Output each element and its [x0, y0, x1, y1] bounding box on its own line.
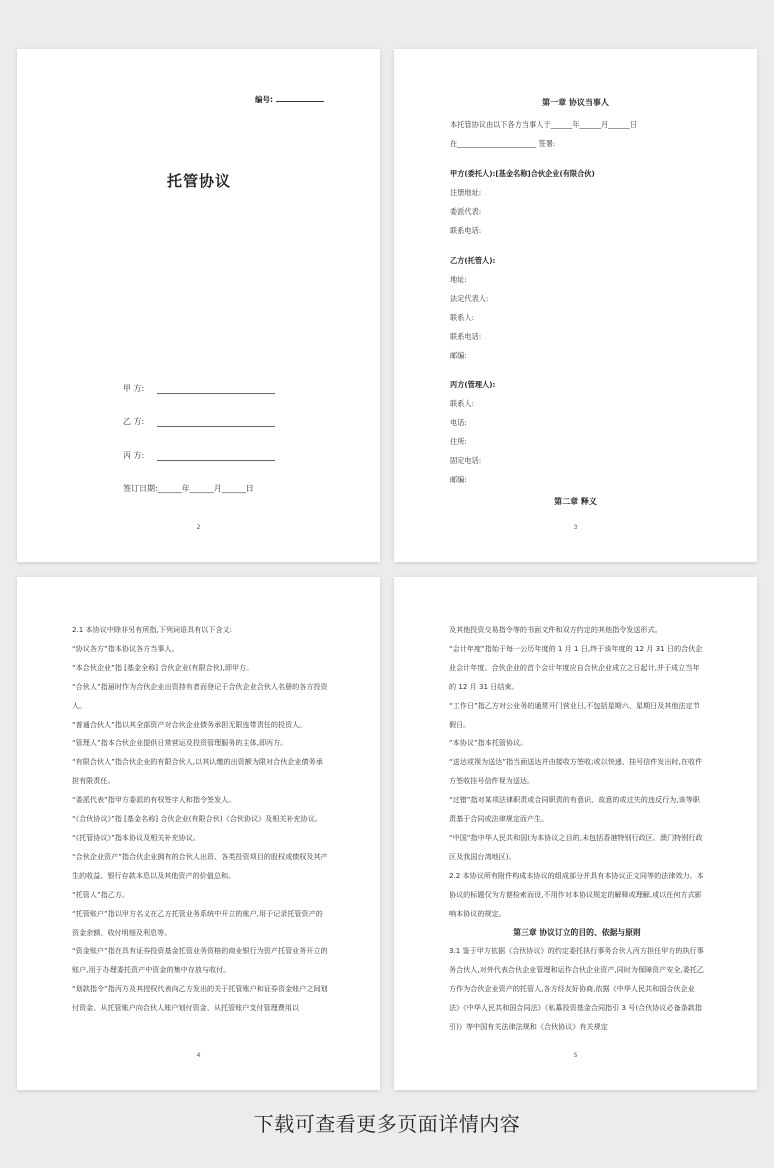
paragraph: “普通合伙人”指以其全部资产对合伙企业债务承担无限连带责任的投资人。 — [72, 719, 307, 729]
paragraph: “合伙企业资产”指合伙企业拥有的合伙人出资、各类投资项目的股权或债权及其产生的收益、银行存款本息以及其他资产的价值总和。 — [72, 851, 328, 880]
document-page-cover — [17, 49, 380, 562]
party-a-signature-row — [123, 383, 144, 394]
download-more-caption: 下载可查看更多页面详情内容 — [253, 1112, 521, 1136]
paragraph: “过错”指对某项法律职责或合同职责的有意识、故意的或过失的违反行为,该等职责基于合同或法律规定而产生。 — [449, 795, 700, 824]
party-b-label: 乙 方: — [123, 417, 145, 426]
party-b-field: 法定代表人: — [450, 294, 489, 303]
paragraph: 2.2 本协议所有附件构成本协议的组成部分并具有本协议正文同等的法律效力。本协议的标题仅为方便检索而设,不用作对本协议规定的解释或理解,或以任何方式影响本协议的规定。 — [449, 870, 704, 918]
party-c-line — [157, 460, 275, 461]
party-a-title: 甲方(委托人):[基金名称]合伙企业(有限合伙) — [450, 169, 595, 178]
paragraph: 3.1 鉴于甲方依据《合伙协议》的约定委托执行事务合伙人丙方担任甲方的执行事务合伙人,对外代表合伙企业管理和运作合伙企业资产,同时为保障资产安全,委托乙方作为合伙企业资产的托管人,各方经友好协商,依据《中华人民共和国合伙企业法》《中华人民共和国合同法》《私募投资基金合同指引 3 号(合伙协议必备条款指引)》等中国有关法律法规和《合伙协议》有关规定 — [449, 946, 705, 1032]
paragraph: “协议各方”指本协议各方当事人。 — [72, 643, 179, 653]
party-c-field: 电话: — [450, 418, 467, 427]
page-number: 4 — [196, 1052, 201, 1059]
party-a-field: 委派代表: — [450, 207, 482, 216]
intro-line-2: 在______________________ 签署: — [450, 139, 556, 148]
paragraph: “管理人”指本合伙企业提供日常营运及投资管理服务的主体,即丙方。 — [72, 738, 288, 748]
document-page-parties — [394, 49, 757, 562]
page-number: 2 — [196, 524, 201, 531]
paragraph: “托管账户”指以甲方名义在乙方托管业务系统中开立的账户,用于记录托管资产的资金余额、收付明细及利息等。 — [72, 908, 323, 937]
party-c-title: 丙方(管理人): — [450, 380, 496, 389]
chapter-3-heading: 第三章 协议订立的目的、依据与原则 — [513, 927, 641, 937]
paragraph: “划款指令”指丙方及其授权代表向乙方发出的关于托管账户和证券资金账户之间划付资金、从托管账户向合伙人账户划付资金、从托管账户支付管理费用以 — [72, 984, 328, 1013]
party-b-field: 联系人: — [450, 313, 474, 322]
paragraph: “合伙人”指届时作为合伙企业出资持有者而登记于合伙企业合伙人名册的各方投资人。 — [72, 681, 328, 710]
definitions-continued-body — [449, 621, 705, 1037]
party-b-field: 联系电话: — [450, 332, 482, 341]
page-number: 3 — [573, 524, 578, 531]
party-b-line — [157, 426, 275, 427]
party-b-title: 乙方(托管人): — [450, 256, 496, 265]
party-a-field: 注册地址: — [450, 188, 482, 197]
paragraph: “会计年度”指始于每一公历年度的 1 月 1 日,终于该年度的 12 月 31 日的合伙企业会计年度。合伙企业的首个会计年度应自合伙企业成立之日起计,并于成立当年的 12 月 31 日结束。 — [449, 643, 703, 691]
paragraph: “资金账户”指在具有证券投资基金托管业务资格的商业银行为资产托管业务开立的账户,用于办理委托资产中资金的集中存放与收付。 — [72, 946, 328, 975]
paragraph: “工作日”指乙方对公业务的通常开门营业日,不包括星期六、星期日及其他法定节假日。 — [449, 700, 700, 729]
party-c-label: 丙 方: — [123, 451, 145, 460]
party-c-signature-row — [123, 450, 144, 461]
sign-date: 签订日期:______年______月______日 — [123, 484, 254, 493]
party-a-line — [157, 393, 275, 394]
paragraph: “《托管协议》”指本协议及相关补充协议。 — [72, 832, 200, 842]
document-title: 托管协议 — [167, 172, 232, 190]
paragraph: “送达或视为送达”指当面送达并由接收方签收;或以快递、挂号信件发出时,在收件方签收挂号信件视为送达。 — [449, 757, 703, 786]
document-page-purpose — [394, 577, 757, 1090]
contract-number-label: 编号: — [255, 95, 273, 104]
paragraph: 2.1 本协议中除非另有所指,下列词语具有以下含义: — [72, 625, 233, 634]
party-b-field: 邮编: — [450, 351, 467, 360]
definitions-body — [72, 621, 328, 1018]
party-c-field: 邮编: — [450, 475, 467, 484]
paragraph: “有限合伙人”指合伙企业的有限合伙人,以其认缴的出资额为限对合伙企业债务承担有限责任。 — [72, 757, 323, 786]
paragraph: “托管人”指乙方。 — [72, 889, 130, 899]
party-b-signature-row — [123, 416, 144, 427]
paragraph: “本合伙企业”指 [基金全称] 合伙企业(有限合伙),即甲方。 — [72, 662, 254, 672]
document-page-definitions — [17, 577, 380, 1090]
paragraph: 及其他投资交易指令等的书面文件和双方约定的其他指令发送形式。 — [449, 625, 662, 634]
chapter-1-heading: 第一章 协议当事人 — [542, 98, 609, 107]
party-c-field: 固定电话: — [450, 456, 482, 465]
paragraph: “《合伙协议》”指 [基金名称] 合伙企业(有限合伙)《合伙协议》及相关补充协议。 — [72, 814, 322, 824]
party-b-field: 地址: — [450, 275, 467, 284]
contract-number — [255, 94, 324, 105]
intro-line-1: 本托管协议由以下各方当事人于______年______月______日 — [450, 120, 637, 129]
page-number: 5 — [573, 1052, 578, 1059]
paragraph: “中国”指中华人民共和国(为本协议之目的,未包括香港特别行政区、澳门特别行政区及我国台湾地区)。 — [449, 832, 703, 861]
chapter-2-heading: 第二章 释义 — [554, 497, 597, 506]
party-a-label: 甲 方: — [123, 384, 145, 393]
contract-number-line — [276, 94, 324, 102]
party-c-field: 住所: — [450, 437, 467, 446]
paragraph: “本协议”指本托管协议。 — [449, 738, 528, 748]
paragraph: “委派代表”指甲方委派的有权签字人和指令签发人。 — [72, 795, 236, 805]
party-a-field: 联系电话: — [450, 226, 482, 235]
party-c-field: 联系人: — [450, 399, 474, 408]
